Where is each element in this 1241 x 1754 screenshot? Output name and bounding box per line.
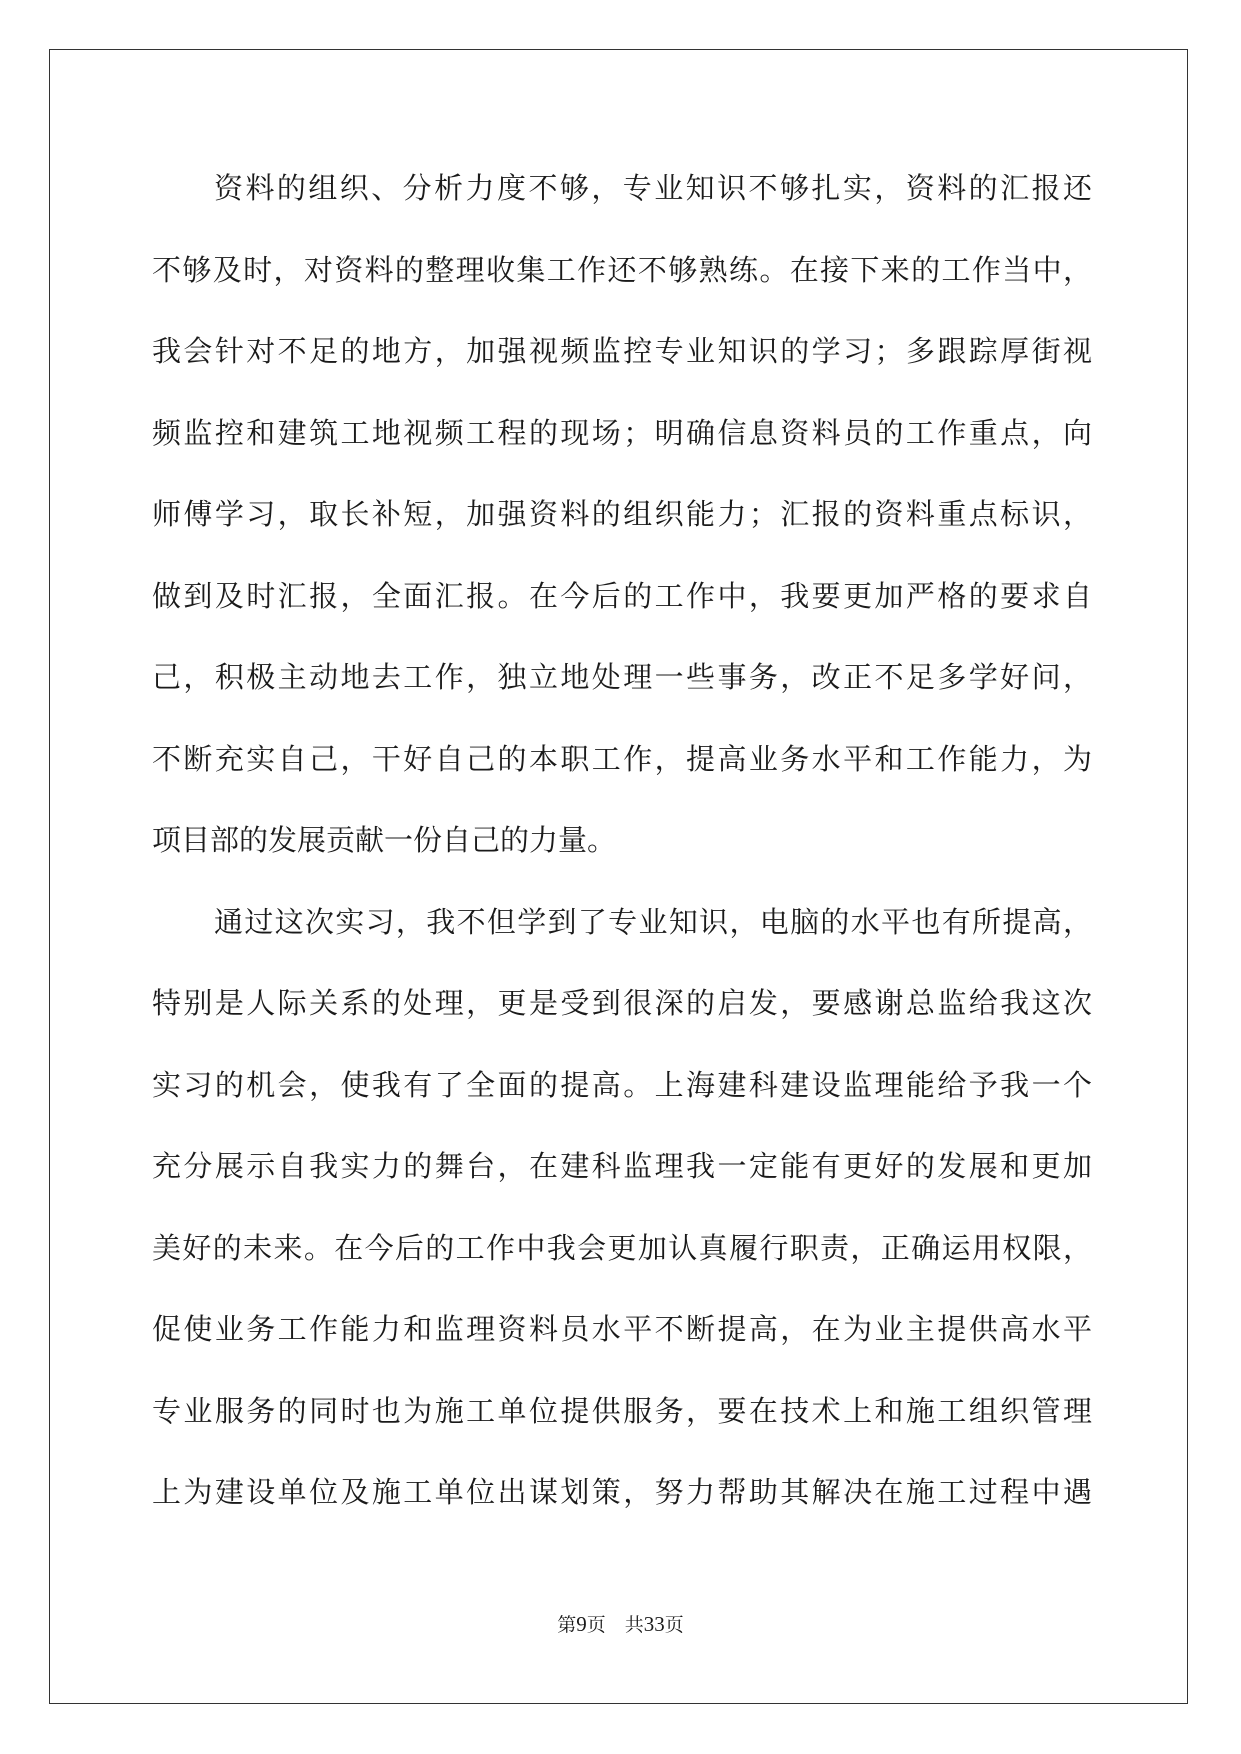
text-line: 不断充实自己，干好自己的本职工作，提高业务水平和工作能力，为 (152, 741, 1092, 776)
text-line: 频监控和建筑工地视频工程的现场；明确信息资料员的工作重点，向 (152, 415, 1092, 450)
text-line: 己，积极主动地去工作，独立地处理一些事务，改正不足多学好问， (152, 660, 1092, 694)
text-line: 资料的组织、分析力度不够，专业知识不够扎实，资料的汇报还 (214, 171, 1092, 205)
footer-middle: 页 共 (586, 1614, 644, 1636)
text-line: 项目部的发展贡献一份自己的力量。 (152, 823, 617, 857)
current-page-number: 9 (576, 1612, 587, 1636)
text-line: 特别是人际关系的处理，更是受到很深的启发，要感谢总监给我这次 (152, 986, 1092, 1020)
text-line: 我会针对不足的地方，加强视频监控专业知识的学习；多跟踪厚街视 (152, 334, 1092, 368)
document-body (152, 148, 1092, 1534)
text-line: 上为建设单位及施工单位出谋划策，努力帮助其解决在施工过程中遇 (152, 1475, 1092, 1509)
total-page-count: 33 (643, 1612, 665, 1636)
text-line: 师傅学习，取长补短，加强资料的组织能力；汇报的资料重点标识， (152, 497, 1092, 531)
text-line: 不够及时，对资料的整理收集工作还不够熟练。在接下来的工作当中， (152, 252, 1092, 287)
text-line: 实习的机会，使我有了全面的提高。上海建科建设监理能给予我一个 (152, 1067, 1092, 1102)
text-line: 专业服务的同时也为施工单位提供服务，要在技术上和施工组织管理 (152, 1393, 1092, 1428)
text-line: 美好的未来。在今后的工作中我会更加认真履行职责，正确运用权限， (152, 1230, 1092, 1265)
text-line: 做到及时汇报，全面汇报。在今后的工作中，我要更加严格的要求自 (152, 578, 1092, 613)
footer-prefix: 第 (557, 1614, 577, 1636)
footer-suffix: 页 (664, 1614, 684, 1636)
text-line: 充分展示自我实力的舞台，在建科监理我一定能有更好的发展和更加 (152, 1149, 1092, 1183)
text-line: 促使业务工作能力和监理资料员水平不断提高，在为业主提供高水平 (152, 1312, 1092, 1346)
text-line: 通过这次实习，我不但学到了专业知识，电脑的水平也有所提高， (214, 904, 1092, 939)
page-footer (0, 1610, 1241, 1637)
